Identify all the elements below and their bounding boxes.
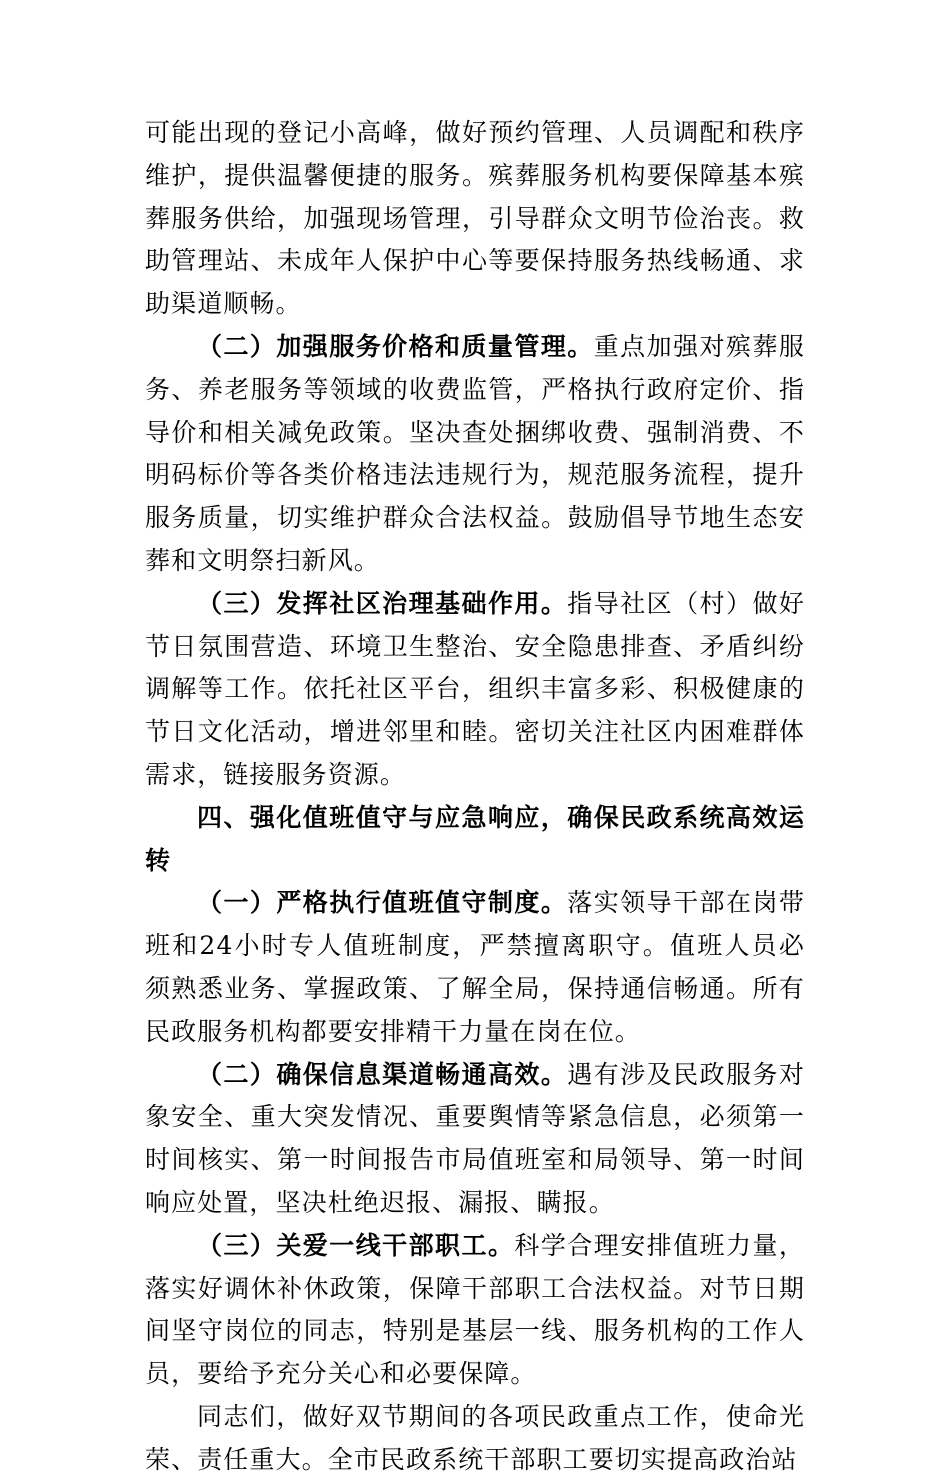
paragraph-title: （二）确保信息渠道畅通高效。 <box>197 1059 568 1089</box>
section-heading: 四、强化值班值守与应急响应，确保民政系统高效运转 <box>145 802 805 875</box>
paragraph-title: （三）关爱一线干部职工。 <box>197 1230 515 1260</box>
paragraph-text: 落实领导干部在岗带班和24小时专人值班制度，严禁擅离职守。值班人员必须熟悉业务、掌握政策、了解全局，保持通信畅通。所有民政服务机构都要安排精干力量在岗在位。 <box>145 888 805 1046</box>
paragraph-text: 科学合理安排值班力量，落实好调休补休政策，保障干部职工合法权益。对节日期间坚守岗位的同志，特别是基层一线、服务机构的工作人员，要给予充分关心和必要保障。 <box>145 1230 806 1389</box>
paragraph-closing <box>145 1396 805 1482</box>
paragraph-information-channel <box>145 1054 805 1225</box>
paragraph-text: 可能出现的登记小高峰，做好预约管理、人员调配和秩序维护，提供温馨便捷的服务。殡葬服务机构要保障基本殡葬服务供给，加强现场管理，引导群众文明节俭治丧。救助管理站、未成年人保护中心等要保持服务热线畅通、求助渠道顺畅。 <box>145 118 805 319</box>
paragraph-title: （三）发挥社区治理基础作用。 <box>197 588 568 618</box>
paragraph-community <box>145 583 805 797</box>
paragraph-title: （二）加强服务价格和质量管理。 <box>197 331 594 361</box>
paragraph-text: 指导社区（村）做好节日氛围营造、环境卫生整治、安全隐患排查、矛盾纠纷调解等工作。依托社区平台，组织丰富多彩、积极健康的节日文化活动，增进邻里和睦。密切关注社区内困难群体需求，链接服务资源。 <box>145 588 805 789</box>
paragraph-price-quality <box>145 326 805 583</box>
paragraph-title: （一）严格执行值班值守制度。 <box>197 888 568 918</box>
paragraph-text: 同志们，做好双节期间的各项民政重点工作，使命光荣、责任重大。全市民政系统干部职工要切实提高政治站 <box>145 1401 805 1474</box>
paragraph-text: 重点加强对殡葬服务、养老服务等领域的收费监管，严格执行政府定价、指导价和相关减免政策。坚决查处捆绑收费、强制消费、不明码标价等各类价格违法违规行为，规范服务流程，提升服务质量，切实维护群众合法权益。鼓励倡导节地生态安葬和文明祭扫新风。 <box>145 331 805 575</box>
paragraph-continued <box>145 112 805 326</box>
document-body <box>145 112 805 1482</box>
paragraph-care-staff <box>145 1225 805 1396</box>
paragraph-text: 遇有涉及民政服务对象安全、重大突发情况、重要舆情等紧急信息，必须第一时间核实、第一时间报告市局值班室和局领导、第一时间响应处置，坚决杜绝迟报、漏报、瞒报。 <box>145 1059 805 1217</box>
paragraph-duty-system <box>145 882 805 1053</box>
